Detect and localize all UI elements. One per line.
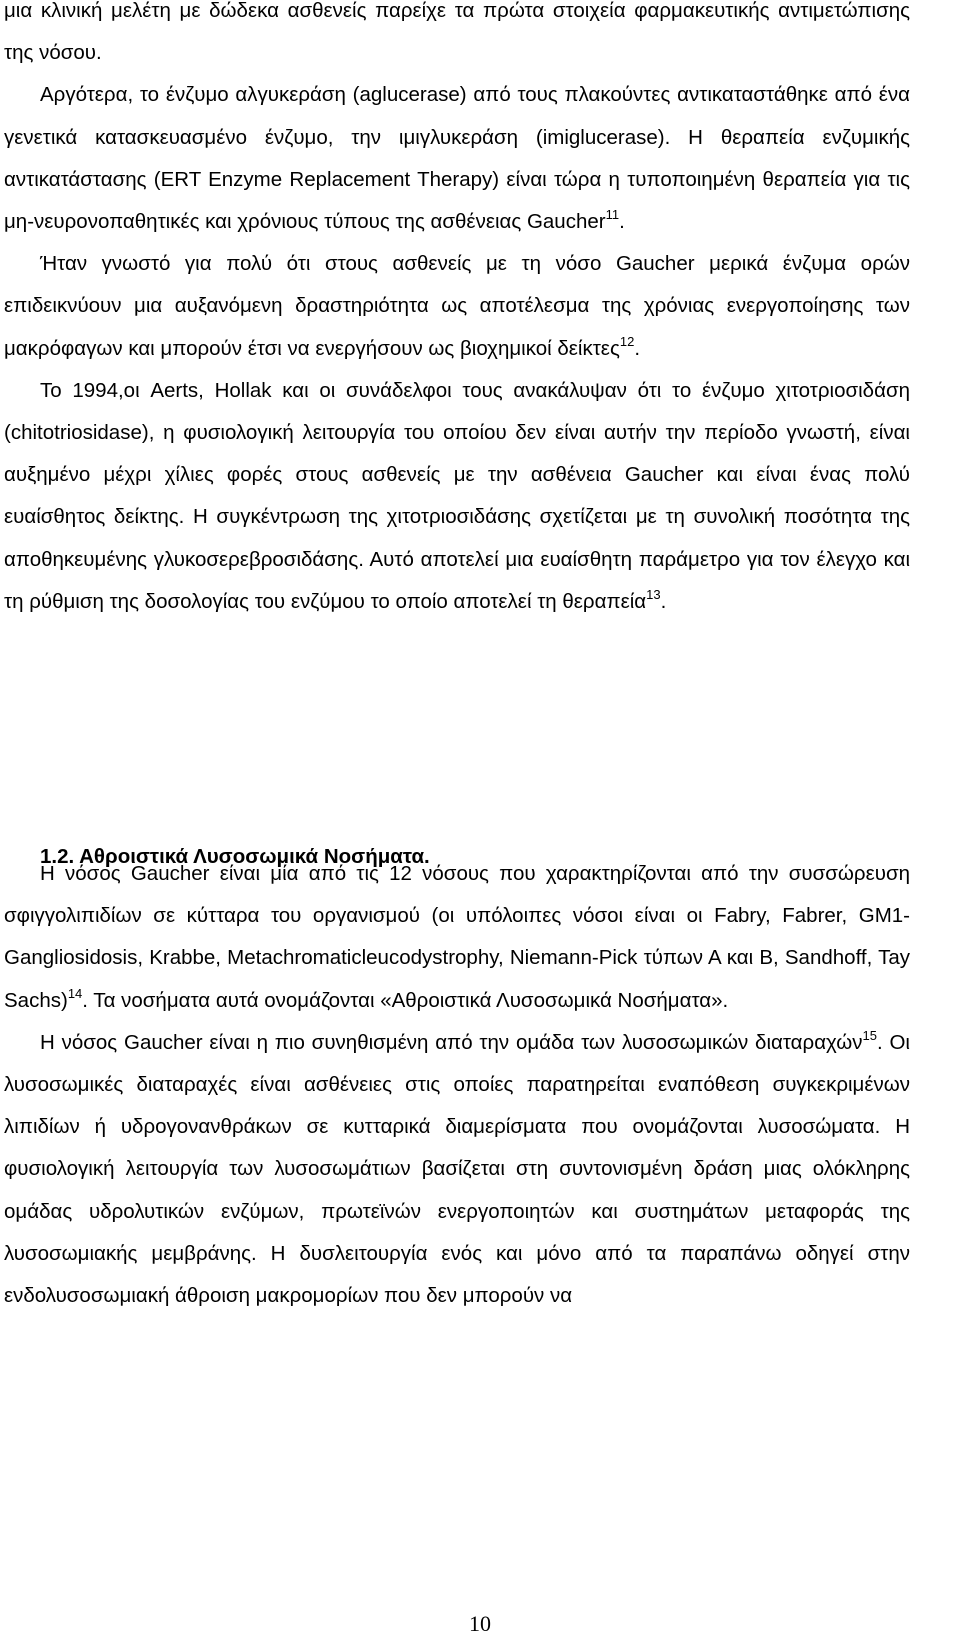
paragraph-text: Η νόσος Gaucher είναι μία από τις 12 νόσους που χαρακτηρίζονται από την συσσώρευση σφιγγολιπιδίων σε κύτταρα του οργανισμού (οι υπόλοιπες νόσοι είναι οι Fabry, Fabrer, GM1-Gangliosidosis, Krabbe, Metachromaticleucodystrophy, Niemann-Pick τύπων Α και Β, Sandhoff, Tay Sachs) — [4, 862, 910, 1012]
paragraph-text: . — [619, 210, 625, 234]
citation-superscript: 13 — [646, 586, 661, 602]
paragraph-text: Το 1994,οι Aerts, Hollak και οι συνάδελφοι τους ανακάλυψαν ότι το ένζυμο χιτοτριοσιδάση (chitotriosidase), η φυσιολογική λειτουργία του οποίου δεν είναι αυτήν την περίοδο γνωστή, είναι αυξημένο μέχρι χίλιες φορές στους ασθενείς με την ασθένεια Gaucher και είναι ένας πολύ ευαίσθητος δείκτης. Η συγκέντρωση της χιτοτριοσιδάσης σχετίζεται με τη συνολική ποσότητα της αποθηκευμένης γλυκοσερεβροσιδάσης. Αυτό αποτελεί μια ευαίσθητη παράμετρο για τον έλεγχο και τη ρύθμιση της δοσολογίας του ενζύμου το οποίο αποτελεί τη θεραπεία — [4, 378, 910, 613]
paragraph — [4, 243, 910, 370]
paragraph-text: μια κλινική μελέτη με δώδεκα ασθενείς παρείχε τα πρώτα στοιχεία φαρμακευτικής αντιμετώπισης της νόσου. — [4, 0, 910, 65]
page-number: 10 — [469, 1611, 491, 1636]
paragraph — [4, 370, 910, 623]
paragraph-text: . — [634, 336, 641, 360]
paragraph-text: . Τα νοσήματα αυτά ονομάζονται «Αθροιστικά Λυσοσωμικά Νοσήματα». — [82, 988, 729, 1012]
body-text-top — [4, 0, 910, 623]
paragraph-text: Η νόσος Gaucher είναι η πιο συνηθισμένη από την ομάδα των λυσοσωμικών διαταραχών — [40, 1030, 863, 1054]
paragraph — [4, 1022, 910, 1317]
paragraph-text: Αργότερα, το ένζυμο αλγυκεράση (aglucerase) από τους πλακούντες αντικαταστάθηκε από ένα γενετικά κατασκευασμένο ένζυμο, την ιμιγλυκεράση (imiglucerase). Η θεραπεία ενζυμικής αντικατάστασης (ERT Enzyme Replacement Therapy) είναι τώρα η τυποποιημένη θεραπεία για τις μη-νευρονοπαθητικές και χρόνιους τύπους της ασθένειας Gaucher — [4, 83, 910, 234]
body-text-bottom — [4, 853, 910, 1317]
section-heading: 1.2. Αθροιστικά Λυσοσωμικά Νοσήματα. — [40, 845, 430, 868]
paragraph-text: . — [660, 589, 667, 613]
citation-superscript: 15 — [862, 1027, 877, 1043]
paragraph — [4, 74, 910, 243]
paragraph — [4, 0, 910, 74]
citation-superscript: 12 — [619, 333, 635, 349]
citation-superscript: 11 — [605, 207, 620, 223]
paragraph-text: . Οι λυσοσωμικές διαταραχές είναι ασθένειες στις οποίες παρατηρείται εναπόθεση συγκεκριμένων λιπιδίων ή υδρογονανθράκων σε κυτταρικά διαμερίσματα που ονομάζονται λυσοσώματα. Η φυσιολογική λειτουργία των λυσοσωμάτιων βασίζεται στη συντονισμένη δράση μιας ολόκληρης ομάδας υδρολυτικών ενζύμων, πρωτεϊνών ενεργοποιητών και συστημάτων μεταφοράς της λυσοσωμιακής μεμβράνης. Η δυσλειτουργία ενός και μόνο από τα παραπάνω οδηγεί στην ενδολυσοσωμιακή άθροιση μακρομορίων που δεν μπορούν να — [4, 1030, 910, 1308]
paragraph — [4, 853, 910, 1022]
paragraph-text: Ήταν γνωστό για πολύ ότι στους ασθενείς με τη νόσο Gaucher μερικά ένζυμα ορών επιδεικνύουν μια αυξανόμενη δραστηριότητα ως αποτέλεσμα της χρόνιας ενεργοποίησης των μακρόφαγων και μπορούν έτσι να ενεργήσουν ως βιοχημικοί δείκτες — [4, 252, 910, 360]
citation-superscript: 14 — [67, 985, 83, 1001]
